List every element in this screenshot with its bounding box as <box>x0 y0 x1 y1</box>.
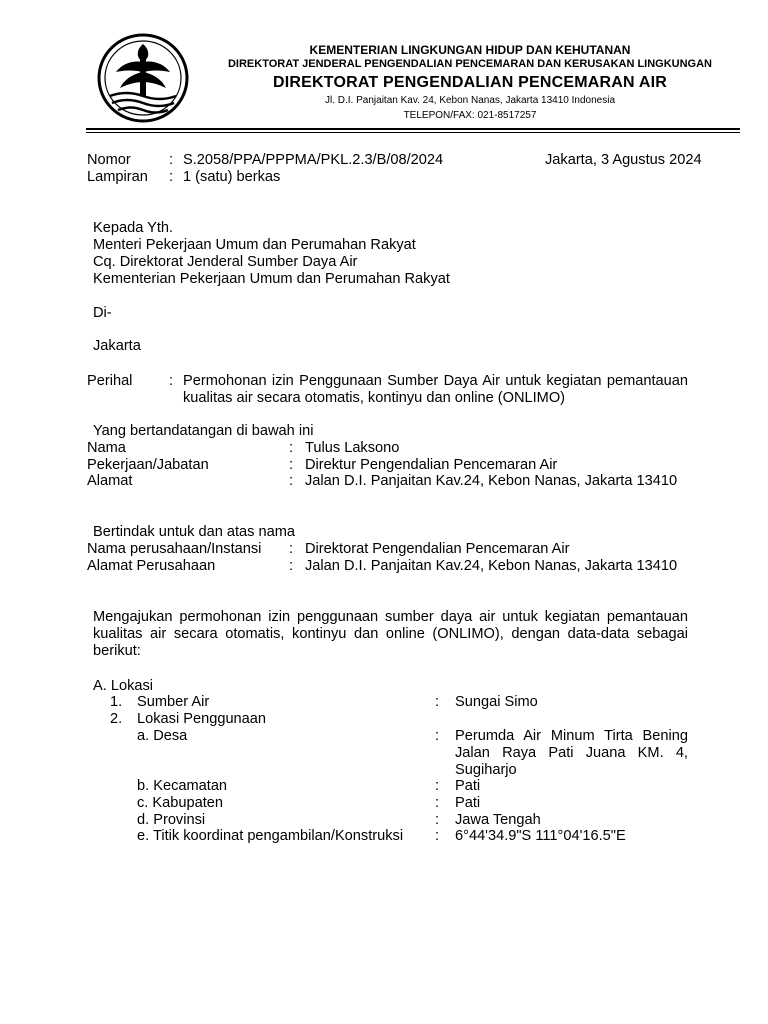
desa-label: a. Desa <box>137 728 188 744</box>
letter-date: Jakarta, 3 Agustus 2024 <box>545 152 702 168</box>
provinsi-colon: : <box>435 812 440 828</box>
provinsi-label: d. Provinsi <box>137 812 206 828</box>
perihal-label: Perihal <box>87 373 133 389</box>
behalf-alamat-label: Alamat Perusahaan <box>87 558 216 574</box>
perihal-colon: : <box>169 373 174 389</box>
signatory-nama-colon: : <box>289 440 294 456</box>
perihal-text: Permohonan izin Penggunaan Sumber Daya Air untuk kegiatan pemantauan kualitas air secara otomatis, kontinyu dan online (ONLIMO) <box>183 373 688 406</box>
request-paragraph: Mengajukan permohonan izin penggunaan sumber daya air untuk kegiatan pemantauan kualitas air secara otomatis, kontinyu dan online (ONLIMO), dengan data-data sebagai berikut: <box>93 609 688 659</box>
behalf-instansi-label: Nama perusahaan/Instansi <box>87 541 262 557</box>
behalf-intro: Bertindak untuk dan atas nama <box>93 524 296 540</box>
signatory-nama-label: Nama <box>87 440 126 456</box>
lokasi-heading: A. Lokasi <box>93 678 154 694</box>
lampiran-label: Lampiran <box>87 169 148 185</box>
lokasi-sumber-air-colon: : <box>435 694 440 710</box>
signatory-nama-value: Tulus Laksono <box>305 440 400 456</box>
kabupaten-value: Pati <box>455 795 481 811</box>
kabupaten-colon: : <box>435 795 440 811</box>
signatory-jabatan-label: Pekerjaan/Jabatan <box>87 457 209 473</box>
recipient-di: Di- <box>93 305 112 321</box>
lokasi-penggunaan-label: Lokasi Penggunaan <box>137 711 267 727</box>
lokasi-item1-number: 1. <box>110 694 123 710</box>
kabupaten-label: c. Kabupaten <box>137 795 224 811</box>
recipient-salutation: Kepada Yth. <box>93 220 174 236</box>
letterhead-divider-thin <box>86 132 740 133</box>
signatory-alamat-label: Alamat <box>87 473 133 489</box>
letterhead-address: Jl. D.I. Panjaitan Kav. 24, Kebon Nanas, Jakarta 13410 Indonesia <box>325 95 615 106</box>
nomor-label: Nomor <box>87 152 131 168</box>
letterhead-divider-thick <box>86 128 740 130</box>
recipient-minister: Menteri Pekerjaan Umum dan Perumahan Rakyat <box>93 237 416 253</box>
letterhead-ministry: KEMENTERIAN LINGKUNGAN HIDUP DAN KEHUTANAN <box>309 43 631 57</box>
desa-value: Perumda Air Minum Tirta Bening Jalan Raya Pati Juana KM. 4, Sugiharjo <box>455 728 688 778</box>
kecamatan-colon: : <box>435 778 440 794</box>
recipient-ministry: Kementerian Pekerjaan Umum dan Perumahan Rakyat <box>93 271 450 287</box>
behalf-instansi-value: Direktorat Pengendalian Pencemaran Air <box>305 541 570 557</box>
letterhead-directorate-general: DIREKTORAT JENDERAL PENGENDALIAN PENCEMARAN DAN KERUSAKAN LINGKUNGAN <box>227 58 713 70</box>
ministry-logo <box>96 32 190 124</box>
recipient-city: Jakarta <box>93 338 141 354</box>
signatory-jabatan-value: Direktur Pengendalian Pencemaran Air <box>305 457 558 473</box>
nomor-colon: : <box>169 152 174 168</box>
koordinat-value: 6°44'34.9"S 111°04'16.5"E <box>455 828 626 844</box>
desa-colon: : <box>435 728 440 744</box>
lokasi-sumber-air-value: Sungai Simo <box>455 694 538 710</box>
kecamatan-value: Pati <box>455 778 481 794</box>
lampiran-colon: : <box>169 169 174 185</box>
signatory-intro: Yang bertandatangan di bawah ini <box>93 423 314 439</box>
lampiran-value: 1 (satu) berkas <box>183 169 281 185</box>
behalf-alamat-colon: : <box>289 558 294 574</box>
provinsi-value: Jawa Tengah <box>455 812 541 828</box>
koordinat-colon: : <box>435 828 440 844</box>
behalf-instansi-colon: : <box>289 541 294 557</box>
nomor-value: S.2058/PPA/PPPMA/PKL.2.3/B/08/2024 <box>183 152 444 168</box>
koordinat-label: e. Titik koordinat pengambilan/Konstruksi <box>137 828 404 844</box>
signatory-jabatan-colon: : <box>289 457 294 473</box>
behalf-alamat-value: Jalan D.I. Panjaitan Kav.24, Kebon Nanas, Jakarta 13410 <box>305 558 678 574</box>
signatory-alamat-colon: : <box>289 473 294 489</box>
letterhead-phone: TELEPON/FAX: 021-8517257 <box>403 110 537 121</box>
lokasi-item2-number: 2. <box>110 711 123 727</box>
lokasi-sumber-air-label: Sumber Air <box>137 694 210 710</box>
letterhead-directorate: DIREKTORAT PENGENDALIAN PENCEMARAN AIR <box>273 74 667 91</box>
signatory-alamat-value: Jalan D.I. Panjaitan Kav.24, Kebon Nanas, Jakarta 13410 <box>305 473 678 489</box>
recipient-cq: Cq. Direktorat Jenderal Sumber Daya Air <box>93 254 358 270</box>
kecamatan-label: b. Kecamatan <box>137 778 228 794</box>
